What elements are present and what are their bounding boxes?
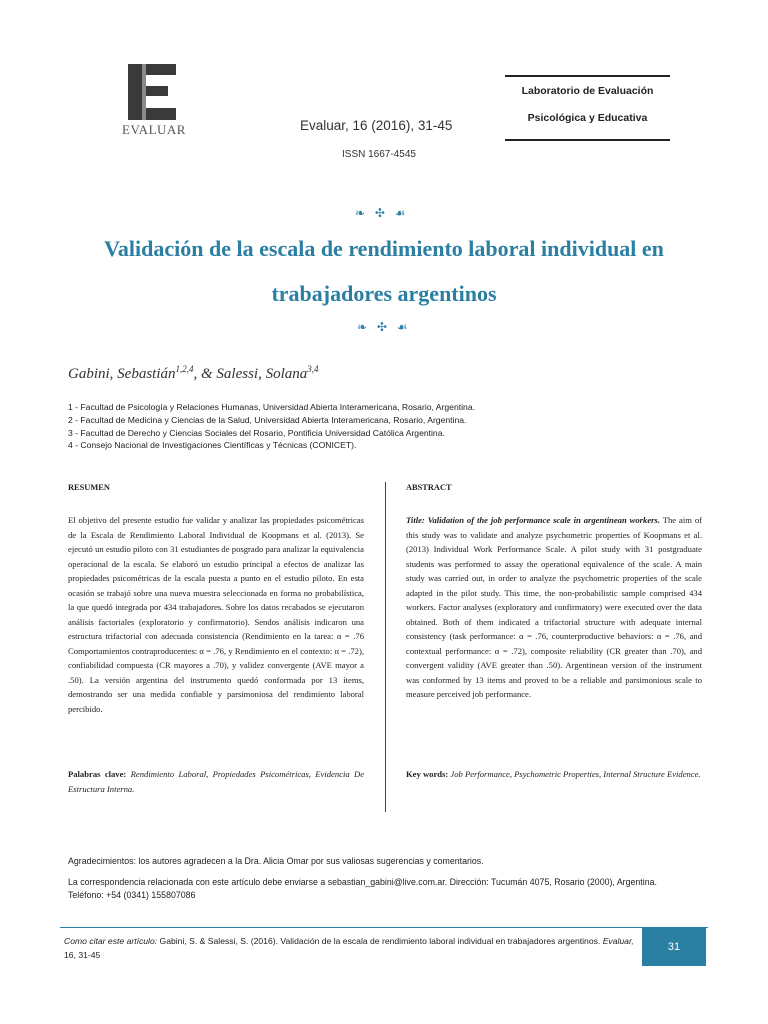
evaluar-e-logo-icon: [124, 62, 180, 122]
cite-journal: Evaluar,: [602, 936, 634, 946]
abstract-heading: ABSTRACT: [406, 483, 452, 492]
affiliation-item: 4 - Consejo Nacional de Investigaciones Científicas y Técnicas (CONICET).: [68, 440, 357, 451]
author-1: Gabini, Sebastián: [68, 366, 176, 382]
affiliations: [68, 401, 475, 452]
author-separator: , &: [193, 366, 217, 382]
title-line-1: Validación de la escala de rendimiento laboral individual en: [104, 236, 664, 261]
correspondence-prefix: La correspondencia relacionada con este artículo debe enviarse a: [68, 877, 328, 887]
keywords-es: Rendimiento Laboral, Propiedades Psicométricas, Evidencia De Estructura Interna.: [68, 769, 365, 794]
affiliation-item: 2 - Facultad de Medicina y Ciencias de la Salud, Universidad Abierta Interamericana, Rosario, Argentina.: [68, 414, 467, 425]
cite-label: Como citar este artículo:: [64, 936, 158, 946]
title-line-2: trabajadores argentinos: [271, 281, 497, 306]
resumen-heading: RESUMEN: [68, 483, 110, 492]
author-2-affiliations: 3,4: [307, 364, 319, 374]
author-2: Salessi, Solana: [216, 366, 308, 382]
issn: ISSN 1667-4545: [342, 149, 416, 160]
affiliation-item: 1 - Facultad de Psicología y Relaciones Humanas, Universidad Abierta Interamericana, Rosario, Argentina.: [68, 402, 475, 412]
correspondence: [68, 876, 688, 902]
laboratory-box: [505, 75, 670, 141]
keywords-label-es: Palabras clave:: [68, 769, 127, 779]
ornament-bottom-icon: ❧ ✣ ☙: [357, 320, 411, 334]
cite-text: Gabini, S. & Salessi, S. (2016). Validación de la escala de rendimiento laboral individual en trabajadores argentinos.: [157, 936, 603, 946]
palabras-clave: [68, 767, 364, 796]
correspondence-address: . Dirección: Tucumán 4075, Rosario (2000), Argentina. Teléfono: +54 (0341) 155807086: [68, 877, 657, 900]
keywords-label-en: Key words:: [406, 769, 449, 779]
authors: [68, 364, 319, 383]
abstract-body: [406, 513, 702, 702]
resumen-body: El objetivo del presente estudio fue validar y analizar las propiedades psicométricas de la Escala de Rendimiento Laboral Individual de Koopmans et al. (2013). Se ejecutó un estudio piloto con 31 estudiantes de posgrado para analizar la equivalencia operacional de la escala. Se elaboró un estudio principal a efectos de analizar las propiedades psicométricas de la escala puesta a punto en el estudio piloto. En esta ocasión se trabajó sobre una nueva muestra seleccionada en forma no probabilística, la que quedó integrada por 434 trabajadores. Sobre los datos recabados se ejecutaron análisis factoriales (exploratorio y confirmatorio). Sendos análisis indicaron una estructura trifactorial con adecuada consistencia (Rendimiento en la tarea: α = .76 Comportamientos contraproducentes: α = .76, y Rendimiento en el contexto: α = .72), confiabilidad compuesta (CR mayores a .70), y validez convergente (AVE mayor a .50). La versión argentina del instrumento quedó conformada por 13 ítems, demostrando ser una medida confiable y parsimoniosa del rendimiento laboral percibido.: [68, 515, 364, 714]
lab-name-line1: Laboratorio de Evaluación: [521, 85, 654, 97]
key-words: [406, 767, 702, 782]
abstract-text: The aim of this study was to validate and analyze psychometric properties of Koopmans et al. (2013) Individual Work Performance Scale. A pilot study with 31 postgraduate students was performed to assay the operational equivalence of the scale. A main study was carried out, in order to analyze the psychometric properties of the scale adapted in the pilot study. This time, the non-probabilistic sample comprised 434 workers. Factor analyses (exploratory and confirmatory) were executed over the data obtained. Both of them indicated a trifactorial structure with adequate internal consistency (task performance: α = .76, counterproductive behaviors: α = .76, and contextual performance: α = .72), composite reliability (CR greater than .70), and convergent validity (AVE greater than .50). Argentinean version of the instrument was conformed by 13 items and proved to be a reliable and parsimonious scale to measure perceived job performance.: [406, 515, 703, 699]
logo-word: EVALUAR: [122, 122, 186, 137]
lab-name-line2: Psicológica y Educativa: [527, 112, 648, 124]
affiliation-item: 3 - Facultad de Derecho y Ciencias Sociales del Rosario, Pontificia Universidad Católica Argentina.: [68, 427, 445, 438]
page-number: 31: [642, 928, 706, 966]
acknowledgments: Agradecimientos: los autores agradecen a la Dra. Alicia Omar por sus valiosas sugerencias y comentarios.: [68, 856, 484, 866]
footer-rule: [60, 927, 708, 928]
journal-reference: Evaluar, 16 (2016), 31-45: [300, 118, 453, 133]
keywords-en: Job Performance, Psychometric Properties, Internal Structure Evidence.: [450, 769, 701, 779]
cite-pages: 16, 31-45: [64, 950, 101, 960]
abstract-title-label: Title: Validation of the job performance scale in argentinean workers.: [406, 515, 660, 525]
citation: [64, 934, 634, 962]
journal-logo: [122, 62, 186, 146]
ornament-top-icon: ❧ ✣ ☙: [355, 206, 409, 220]
column-divider: [385, 482, 386, 812]
article-title: [40, 226, 728, 316]
author-1-affiliations: 1,2,4: [175, 364, 194, 374]
correspondence-email[interactable]: sebastian_gabini@live.com.ar: [327, 877, 445, 887]
